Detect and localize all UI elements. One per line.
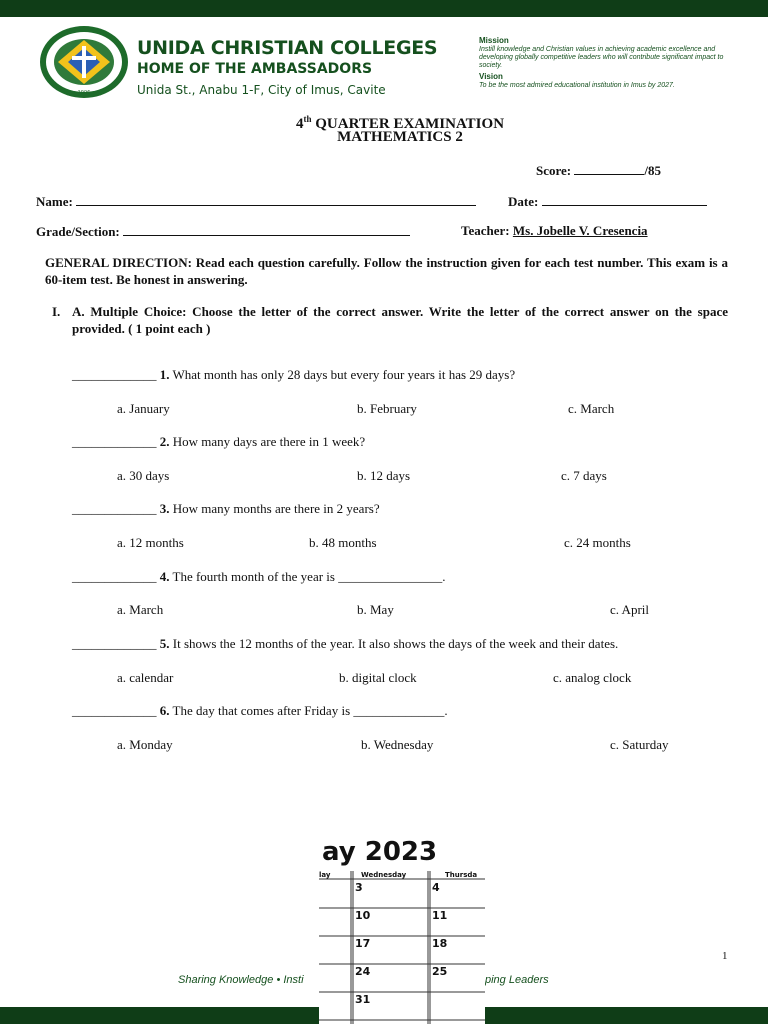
option-2b: b. 12 days: [357, 468, 411, 483]
option-5a: a. calendar: [117, 670, 174, 685]
grade-section-blank[interactable]: [123, 223, 410, 236]
answer-blank[interactable]: _____________: [72, 569, 157, 584]
calendar-date: 11: [432, 909, 448, 922]
calendar-month-title: ay 2023: [322, 837, 438, 867]
svg-text:1996: 1996: [77, 90, 91, 96]
calendar-header-thursday: Thursda: [445, 871, 478, 879]
option-3c: c. 24 months: [564, 535, 631, 550]
question-4: _____________ 4. The fourth month of the year is ________________.: [72, 569, 446, 584]
option-3b: b. 48 months: [309, 535, 377, 550]
name-blank[interactable]: [76, 193, 476, 206]
score-blank[interactable]: [574, 162, 644, 175]
option-4c: c. April: [610, 602, 649, 617]
question-2: _____________ 2. How many days are there in 1 week?: [72, 434, 366, 449]
date-field: Date:: [508, 193, 707, 210]
calendar-date: 4: [432, 881, 440, 894]
footer-tagline-right: ping Leaders: [485, 974, 549, 986]
teacher-field: Teacher: Ms. Jobelle V. Cresencia: [461, 223, 648, 238]
answer-blank[interactable]: _____________: [72, 501, 157, 516]
mission-heading: Mission: [479, 36, 509, 45]
option-1a: a. January: [117, 401, 170, 416]
option-2c: c. 7 days: [561, 468, 607, 483]
vision-text: To be the most admired educational institution in Imus by 2027.: [479, 82, 675, 89]
question-6: _____________ 6. The day that comes after Friday is ______________.: [72, 703, 448, 718]
calendar-date: 31: [355, 993, 371, 1006]
calendar-image: [319, 835, 485, 1024]
vision-heading: Vision: [479, 72, 503, 81]
option-6c: c. Saturday: [610, 737, 669, 752]
teacher-name: Ms. Jobelle V. Cresencia: [512, 223, 648, 238]
option-6a: a. Monday: [117, 737, 173, 752]
option-1c: c. March: [568, 401, 615, 416]
answer-blank[interactable]: _____________: [72, 367, 157, 382]
top-bar: [0, 0, 768, 17]
school-name: UNIDA CHRISTIAN COLLEGES: [137, 37, 438, 59]
grade-section-field: Grade/Section:: [36, 223, 410, 240]
part-number: I.: [52, 304, 61, 319]
calendar-header-wednesday: Wednesday: [361, 871, 407, 879]
answer-blank[interactable]: _____________: [72, 434, 157, 449]
school-address: Unida St., Anabu 1-F, City of Imus, Cavite: [137, 83, 386, 97]
option-2a: a. 30 days: [117, 468, 170, 483]
footer-tagline-left: Sharing Knowledge • Insti: [178, 974, 304, 986]
school-header: [137, 36, 437, 99]
part-direction: A. Multiple Choice: Choose the letter of the correct answer. Write the letter of the correct answer on the space provided. ( 1 point each ): [72, 304, 728, 336]
calendar-date: 18: [432, 937, 448, 950]
exam-subject: MATHEMATICS 2: [337, 129, 463, 145]
answer-blank[interactable]: _____________: [72, 636, 157, 651]
exam-title: 4th QUARTER EXAMINATION: [295, 114, 505, 132]
question-5: _____________ 5. It shows the 12 months of the year. It also shows the days of the week and their dates.: [72, 636, 619, 651]
school-motto: HOME OF THE AMBASSADORS: [137, 61, 373, 77]
option-6b: b. Wednesday: [361, 737, 434, 752]
calendar-date: 10: [355, 909, 371, 922]
school-logo: [38, 24, 130, 100]
option-4b: b. May: [357, 602, 394, 617]
option-5b: b. digital clock: [339, 670, 417, 685]
calendar-date: 24: [355, 965, 371, 978]
option-4a: a. March: [117, 602, 164, 617]
calendar-grid: [319, 835, 485, 1024]
question-3: _____________ 3. How many months are there in 2 years?: [72, 501, 380, 516]
mission-vision: [479, 36, 741, 90]
mission-text: Instill knowledge and Christian values in achieving academic excellence and developing globally competitive leaders who will contribute significant impact to society.: [479, 46, 724, 69]
name-field: Name:: [36, 193, 476, 210]
option-5c: c. analog clock: [553, 670, 632, 685]
calendar-header-tuesday: lay: [319, 871, 331, 879]
option-3a: a. 12 months: [117, 535, 184, 550]
question-1: _____________ 1. What month has only 28 days but every four years it has 29 days?: [72, 367, 516, 382]
general-direction: GENERAL DIRECTION: Read each question carefully. Follow the instruction given for each test number. This exam is a 60-item test. Be honest in answering.: [45, 255, 728, 287]
answer-blank[interactable]: _____________: [72, 703, 157, 718]
page-number: 1: [722, 950, 728, 962]
calendar-date: 25: [432, 965, 448, 978]
date-blank[interactable]: [542, 193, 707, 206]
calendar-date: 3: [355, 881, 363, 894]
score-field: Score: /85: [536, 163, 662, 178]
calendar-date: 17: [355, 937, 371, 950]
option-1b: b. February: [357, 401, 417, 416]
